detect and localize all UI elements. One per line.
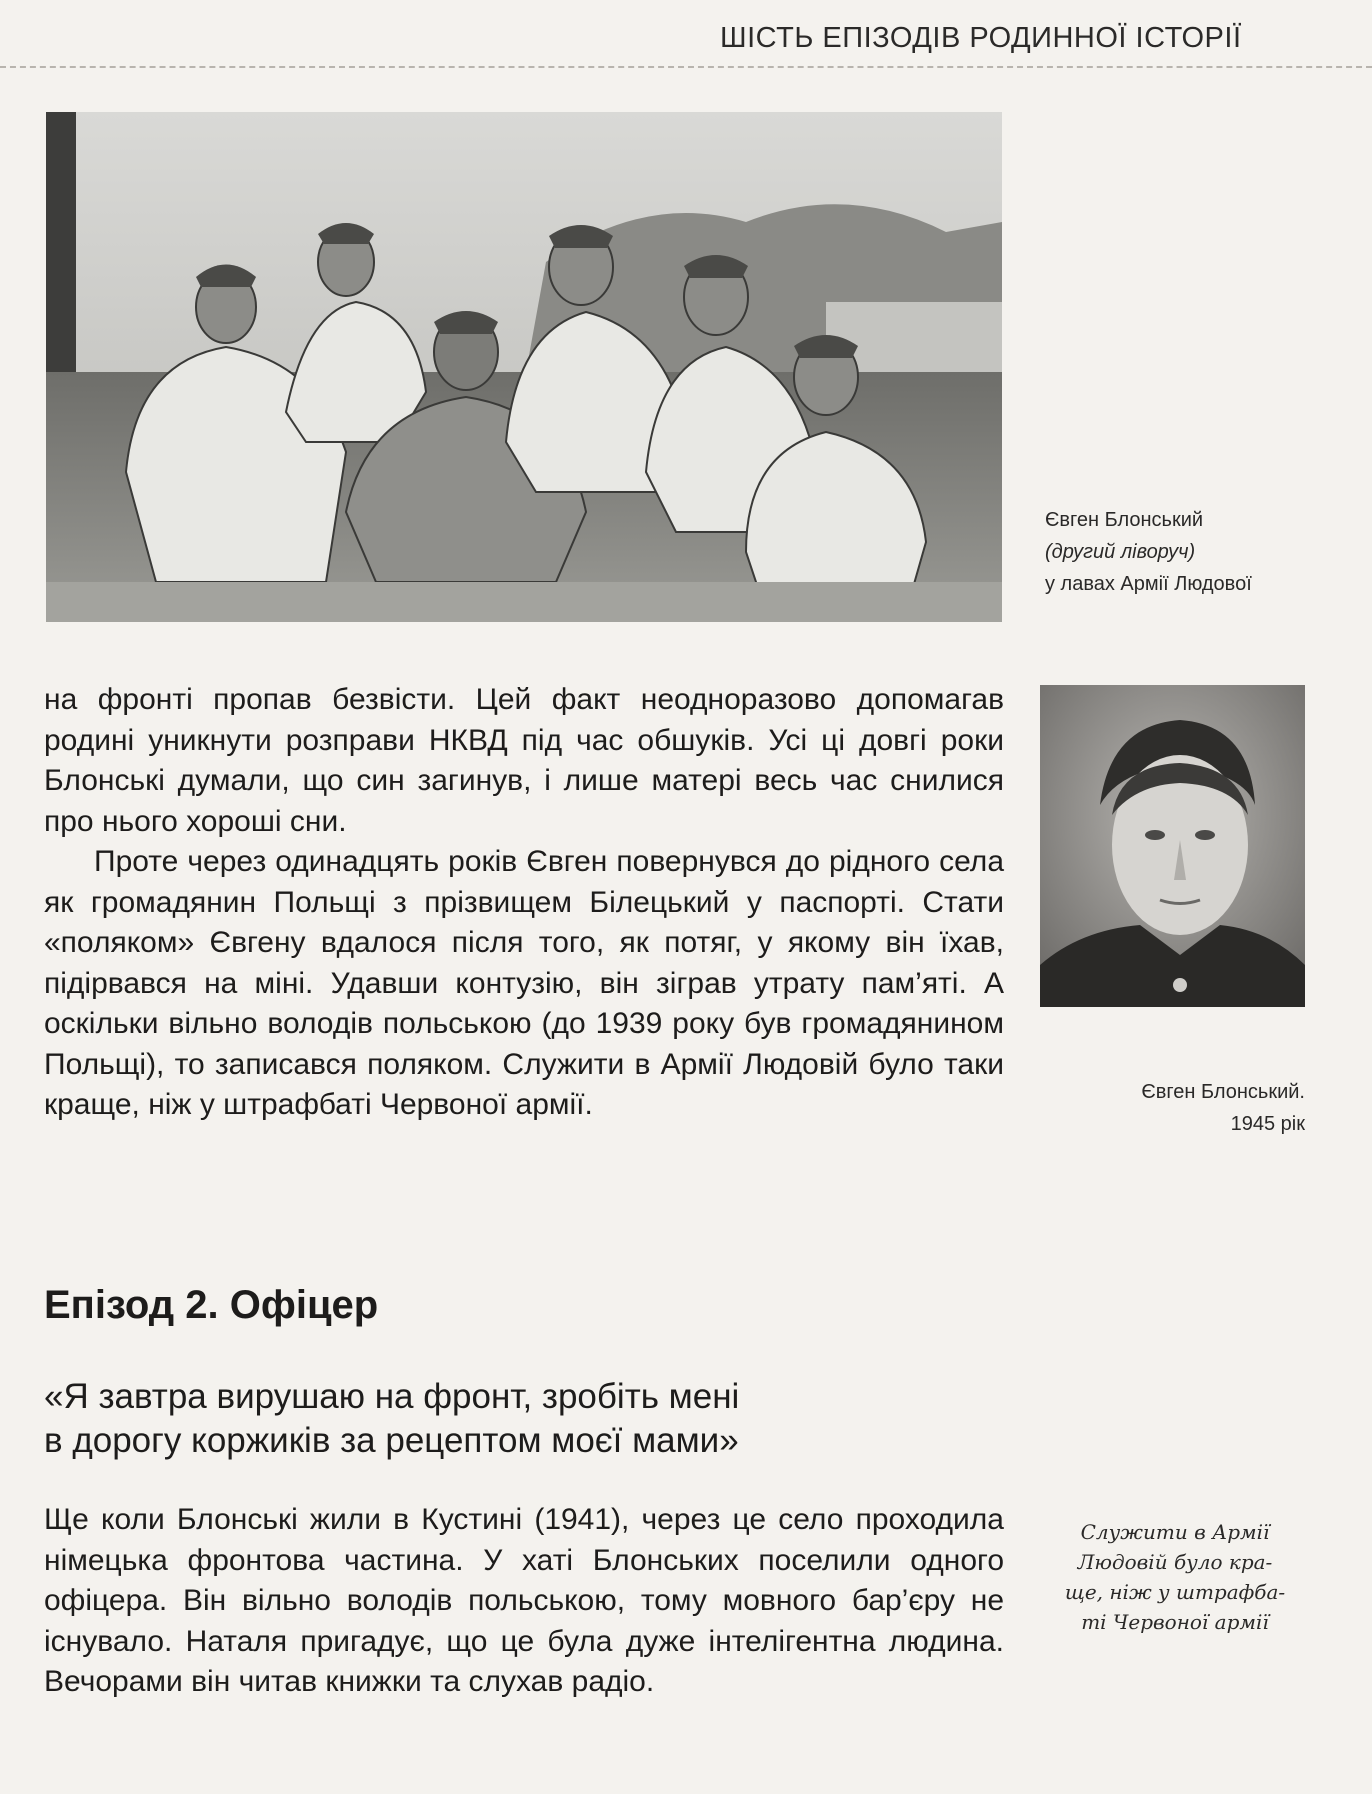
portrait-photo xyxy=(1040,685,1305,1007)
sidebar-quote-line: Людовій було кра- xyxy=(1077,1550,1273,1574)
group-photo xyxy=(46,112,1002,622)
sidebar-quote xyxy=(1030,1517,1320,1637)
sidebar-quote-line: ще, ніж у штрафба- xyxy=(1064,1580,1286,1604)
caption-line: Євген Блонський. xyxy=(1141,1081,1305,1103)
lead-quote-line: в дорогу коржиків за рецептом моєї мами» xyxy=(44,1421,739,1460)
sidebar-quote-line: ті Червоної армії xyxy=(1081,1610,1269,1634)
group-photo-caption xyxy=(1045,504,1345,600)
text-block-upper xyxy=(44,680,1004,1126)
portrait-photo-caption xyxy=(1050,1076,1305,1140)
caption-line: у лавах Армії Людової xyxy=(1045,573,1252,595)
lead-quote-line: «Я завтра вирушаю на фронт, зробіть мені xyxy=(44,1377,740,1416)
header-divider xyxy=(0,66,1372,68)
paragraph: Ще коли Блонські жили в Кустині (1941), через це село проходила німецька фронтова частина. У хаті Блонських поселили одного офіцера. Він вільно володів польською, тому мовного бар’єру не існувало. Наталя пригадує, що це була дуже інтелігентна людина. Вечорами він читав книжки та слухав радіо. xyxy=(44,1503,1004,1698)
caption-line: 1945 рік xyxy=(1230,1113,1305,1135)
running-title: ШІСТЬ ЕПІЗОДІВ РОДИННОЇ ІСТОРІЇ xyxy=(720,22,1242,54)
paragraph: на фронті пропав безвісти. Цей факт неодноразово допомагав родині уникнути розправи НКВД під час обшуків. Усі ці довгі роки Блонські думали, що син загинув, і лише матері весь час снилися про нього хороші сни. xyxy=(44,683,1004,838)
text-block-lower xyxy=(44,1500,1004,1703)
caption-line: (другий ліворуч) xyxy=(1045,541,1196,563)
caption-line: Євген Блонський xyxy=(1045,509,1204,531)
section-heading: Епізод 2. Офіцер xyxy=(44,1283,379,1327)
running-header xyxy=(720,22,1320,55)
lead-quote xyxy=(44,1375,964,1463)
sidebar-quote-line: Служити в Армії xyxy=(1080,1520,1270,1544)
paragraph: Проте через одинадцять років Євген повернувся до рідного села як громадянин Польщі з прізвищем Білецький у паспорті. Стати «поляком» Євгену вдалося після того, як потяг, у якому він їхав, підірвався на міні. Удавши контузію, він зіграв утрату пам’яті. А оскільки вільно володів польською (до 1939 року був громадянином Польщі), то записався поляком. Служити в Армії Людовій було таки краще, ніж у штрафбаті Червоної армії. xyxy=(44,845,1004,1121)
